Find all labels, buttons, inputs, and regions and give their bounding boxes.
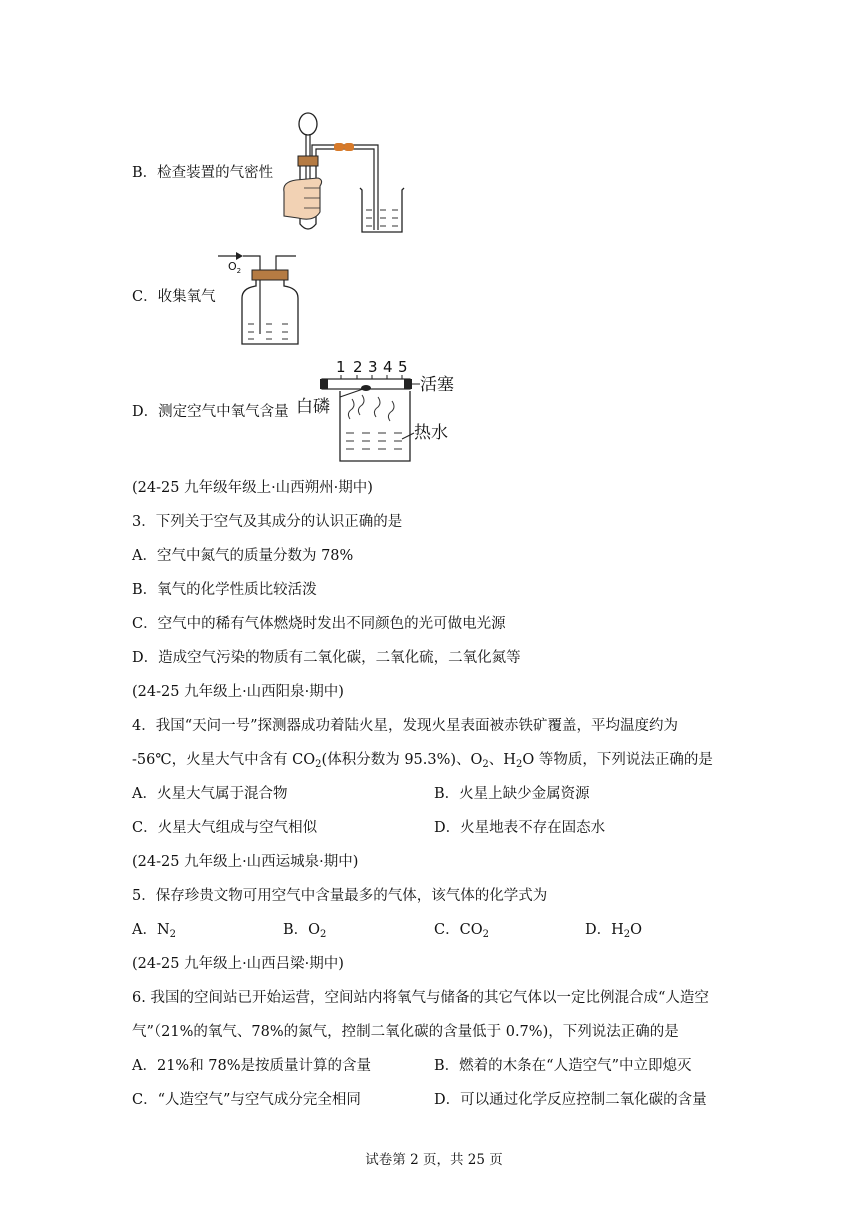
- phosphorus-experiment-figure: [296, 355, 466, 467]
- q6-option-b: B．燃着的木条在“人造空气”中立即熄灭: [434, 1058, 692, 1074]
- hot-water-label: 热水: [414, 423, 448, 443]
- q3-source: (24-25 九年级年级上·山西朔州·期中): [132, 480, 373, 496]
- phosphorus-label: 白磷: [296, 397, 330, 417]
- q4-source: (24-25 九年级上·山西阳泉·期中): [132, 684, 344, 700]
- option-d-label: D．测定空气中氧气含量: [132, 404, 289, 420]
- q6-stem-line2: 气”（21%的氧气、78%的氮气，控制二氧化碳的含量低于 0.7%)，下列说法正确的是: [132, 1024, 679, 1040]
- q3-option-d: D．造成空气污染的物质有二氧化碳，二氧化硫，二氧化氮等: [132, 650, 521, 666]
- airtightness-apparatus-figure: [278, 112, 408, 236]
- q4-stem-line2: -56℃，火星大气中含有 $CO_2$(体积分数为 95.3%)、$O_2$、$H_2O$ 等物质，下列说法正确的是: [132, 752, 713, 770]
- q5-option-c: C．$CO_2$: [434, 922, 489, 940]
- svg-text:O2: $O_2$: [228, 260, 242, 275]
- q3-option-b: B．氧气的化学性质比较活泼: [132, 582, 317, 598]
- q4-option-a: A．火星大气属于混合物: [132, 786, 288, 802]
- q5-source: (24-25 九年级上·山西运城泉·期中): [132, 854, 359, 870]
- q6-option-d: D．可以通过化学反应控制二氧化碳的含量: [434, 1092, 707, 1108]
- q3-option-c: C．空气中的稀有气体燃烧时发出不同颜色的光可做电光源: [132, 616, 506, 632]
- q4-option-c: C．火星大气组成与空气相似: [132, 820, 318, 836]
- option-c-label: C．收集氧气: [132, 289, 216, 305]
- scale-5: 5: [398, 358, 408, 376]
- q3-stem: 3．下列关于空气及其成分的认识正确的是: [132, 514, 403, 530]
- stopper-label: 活塞: [420, 375, 454, 395]
- q4-option-b: B．火星上缺少金属资源: [434, 786, 590, 802]
- scale-4: 4: [383, 358, 393, 376]
- q5-option-a: A．$N_2$: [132, 922, 177, 940]
- scale-1: 1: [336, 358, 346, 376]
- q3-option-a: A．空气中氮气的质量分数为 78%: [132, 548, 354, 564]
- q6-option-c: C．“人造空气”与空气成分完全相同: [132, 1092, 361, 1108]
- page-footer: 试卷第 2 页，共 25 页: [365, 1152, 503, 1168]
- q6-option-a: A．21%和 78%是按质量计算的含量: [132, 1058, 372, 1074]
- q5-stem: 5．保存珍贵文物可用空气中含量最多的气体，该气体的化学式为: [132, 888, 548, 904]
- q4-option-d: D．火星地表不存在固态水: [434, 820, 606, 836]
- scale-2: 2: [353, 358, 363, 376]
- q5-option-d: D．$H_2O$: [585, 922, 643, 940]
- gas-bottle-figure: [216, 248, 306, 346]
- q5-option-b: B．$O_2$: [283, 922, 327, 940]
- q6-stem-line1: 6. 我国的空间站已开始运营，空间站内将氧气与储备的其它气体以一定比例混合成“人造空: [132, 990, 709, 1006]
- option-b-label: B．检查装置的气密性: [132, 165, 274, 181]
- q4-stem-line1: 4．我国“天问一号”探测器成功着陆火星，发现火星表面被赤铁矿覆盖，平均温度约为: [132, 718, 679, 734]
- scale-3: 3: [368, 358, 378, 376]
- q6-source: (24-25 九年级上·山西吕梁·期中): [132, 956, 344, 972]
